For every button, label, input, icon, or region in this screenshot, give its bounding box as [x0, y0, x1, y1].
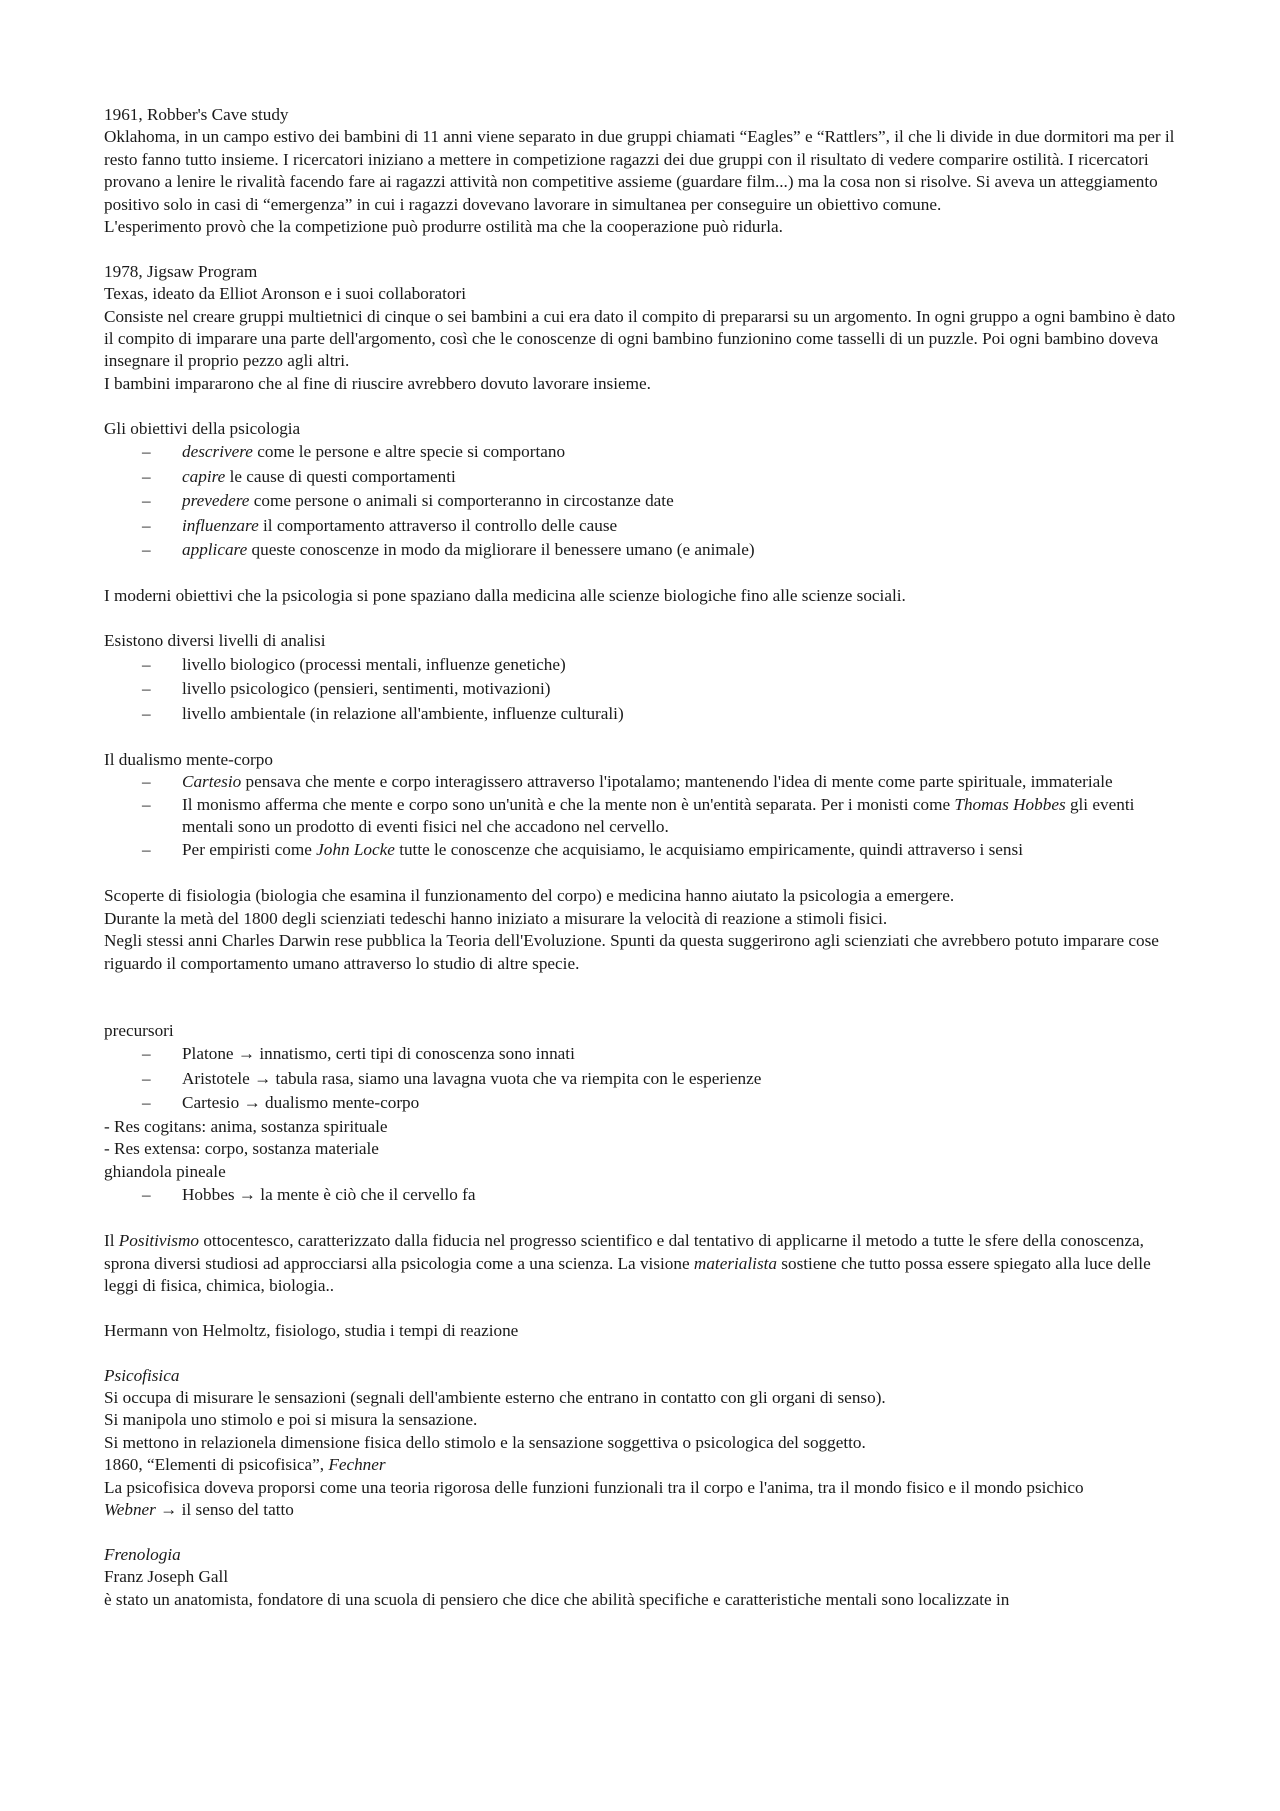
paragraph: - Res cogitans: anima, sostanza spirituale [104, 1117, 388, 1137]
paragraph: Hermann von Helmoltz, fisiologo, studia i tempi di reazione [104, 1320, 519, 1340]
bullet-list [104, 653, 1184, 727]
paragraph: Durante la metà del 1800 degli scienziati tedeschi hanno iniziato a misurare la velocità di reazione a stimoli fisici. [104, 908, 888, 928]
paragraph: I moderni obiettivi che la psicologia si pone spaziano dalla medicina alle scienze biologiche fino alle scienze sociali. [104, 586, 906, 606]
paragraph: I bambini impararono che al fine di riuscire avrebbero dovuto lavorare insieme. [104, 373, 651, 393]
paragraph: - Res extensa: corpo, sostanza materiale [104, 1139, 379, 1159]
bullet-list [104, 440, 1184, 563]
paragraph: Texas, ideato da Elliot Aronson e i suoi collaboratori [104, 284, 467, 304]
list-item: – Per empiristi come John Locke tutte le conoscenze che acquisiamo, le acquisiamo empiricamente, quindi attraverso i sensi [104, 838, 1184, 863]
list-item: – prevedere come persone o animali si comporteranno in circostanze date [104, 489, 1184, 514]
section-heading: 1961, Robber's Cave study [104, 105, 289, 124]
list-item: – Hobbes → la mente è ciò che il cervello fa [104, 1183, 1184, 1208]
section-heading: 1978, Jigsaw Program [104, 261, 258, 281]
paragraph: La psicofisica doveva proporsi come una teoria rigorosa delle funzioni funzionali tra il corpo e l'anima, tra il mondo fisico e il mondo psichico [104, 1477, 1084, 1497]
paragraph: Negli stessi anni Charles Darwin rese pubblica la Teoria dell'Evoluzione. Spunti da questa suggerirono agli scienziati che avrebbero potuto imparare cose riguardo il comportamento umano attraverso lo studio di altre specie. [104, 931, 1159, 973]
paragraph: Scoperte di fisiologia (biologia che esamina il funzionamento del corpo) e medicina hanno aiutato la psicologia a emergere. [104, 886, 955, 906]
section-heading: Psicofisica [104, 1365, 180, 1385]
list-item: – livello psicologico (pensieri, sentimenti, motivazioni) [104, 677, 1184, 702]
list-item: – capire le cause di questi comportamenti [104, 465, 1184, 490]
section-heading: Esistono diversi livelli di analisi [104, 631, 326, 651]
paragraph: Oklahoma, in un campo estivo dei bambini di 11 anni viene separato in due gruppi chiamati “Eagles” e “Rattlers”, il che li divide in due dormitori ma per il resto fanno tutto insieme. I ricercatori iniziano a mettere in competizione ragazzi dei due gruppi con il risultato di vedere comparire ostilità. I ricercatori provano a lenire le rivalità facendo fare ai ragazzi attività non competitive assieme (guardare film...) ma la cosa non si risolve. Si aveva un atteggiamento positivo solo in casi di “emergenza” in cui i ragazzi dovevano lavorare in simultanea per conseguire un obiettivo comune. [104, 127, 1175, 214]
paragraph: Si manipola uno stimolo e poi si misura la sensazione. [104, 1410, 478, 1430]
section-heading: Il dualismo mente-corpo [104, 749, 273, 769]
paragraph: ghiandola pineale [104, 1161, 226, 1181]
paragraph: è stato un anatomista, fondatore di una scuola di pensiero che dice che abilità specifiche e caratteristiche mentali sono localizzate in [104, 1589, 1010, 1609]
list-item: – influenzare il comportamento attraverso il controllo delle cause [104, 514, 1184, 539]
list-item: – Cartesio pensava che mente e corpo interagissero attraverso l'ipotalamo; mantenendo l'idea di mente come parte spirituale, immateriale [104, 771, 1184, 793]
list-item: – applicare queste conoscenze in modo da migliorare il benessere umano (e animale) [104, 538, 1184, 563]
paragraph: L'esperimento provò che la competizione può produrre ostilità ma che la cooperazione può ridurla. [104, 217, 783, 237]
section-heading: Frenologia [104, 1544, 181, 1564]
section-heading: Gli obiettivi della psicologia [104, 418, 301, 438]
paragraph: Consiste nel creare gruppi multietnici di cinque o sei bambini a cui era dato il compito di prepararsi su un argomento. In ogni gruppo a ogni bambino è dato il compito di imparare una parte dell'argomento, così che le conoscenze di ogni bambino funzionino come tasselli di un puzzle. Poi ogni bambino doveva insegnare il proprio pezzo agli altri. [104, 306, 1176, 371]
list-item: – Cartesio → dualismo mente-corpo [104, 1091, 1184, 1116]
paragraph: Webner → il senso del tatto [104, 1500, 294, 1520]
list-item: – livello biologico (processi mentali, influenze genetiche) [104, 653, 1184, 678]
paragraph: Si mettono in relazionela dimensione fisica dello stimolo e la sensazione soggettiva o psicologica del soggetto. [104, 1432, 866, 1452]
list-item: – Aristotele → tabula rasa, siamo una lavagna vuota che va riempita con le esperienze [104, 1067, 1184, 1092]
paragraph: Il Positivismo ottocentesco, caratterizzato dalla fiducia nel progresso scientifico e dal tentativo di applicarne il metodo a tutte le sfere della conoscenza, sprona diversi studiosi ad approcciarsi alla psicologia come a una scienza. La visione materialista sostiene che tutto possa essere spiegato alla luce delle leggi di fisica, chimica, biologia.. [104, 1231, 1151, 1296]
list-item: – livello ambientale (in relazione all'ambiente, influenze culturali) [104, 702, 1184, 727]
paragraph: 1860, “Elementi di psicofisica”, Fechner [104, 1455, 386, 1475]
bullet-list [104, 1183, 1184, 1208]
paragraph: Si occupa di misurare le sensazioni (segnali dell'ambiente esterno che entrano in contatto con gli organi di senso). [104, 1388, 886, 1408]
section-heading: precursori [104, 1020, 174, 1040]
document-page [104, 104, 1184, 1611]
paragraph: Franz Joseph Gall [104, 1567, 229, 1587]
bullet-list [104, 771, 1184, 863]
list-item: – Il monismo afferma che mente e corpo sono un'unità e che la mente non è un'entità separata. Per i monisti come Thomas Hobbes gli eventi mentali sono un prodotto di eventi fisici nel che accadono nel cervello. [104, 794, 1184, 839]
list-item: – Platone → innatismo, certi tipi di conoscenza sono innati [104, 1042, 1184, 1067]
bullet-list [104, 1042, 1184, 1116]
list-item: – descrivere come le persone e altre specie si comportano [104, 440, 1184, 465]
